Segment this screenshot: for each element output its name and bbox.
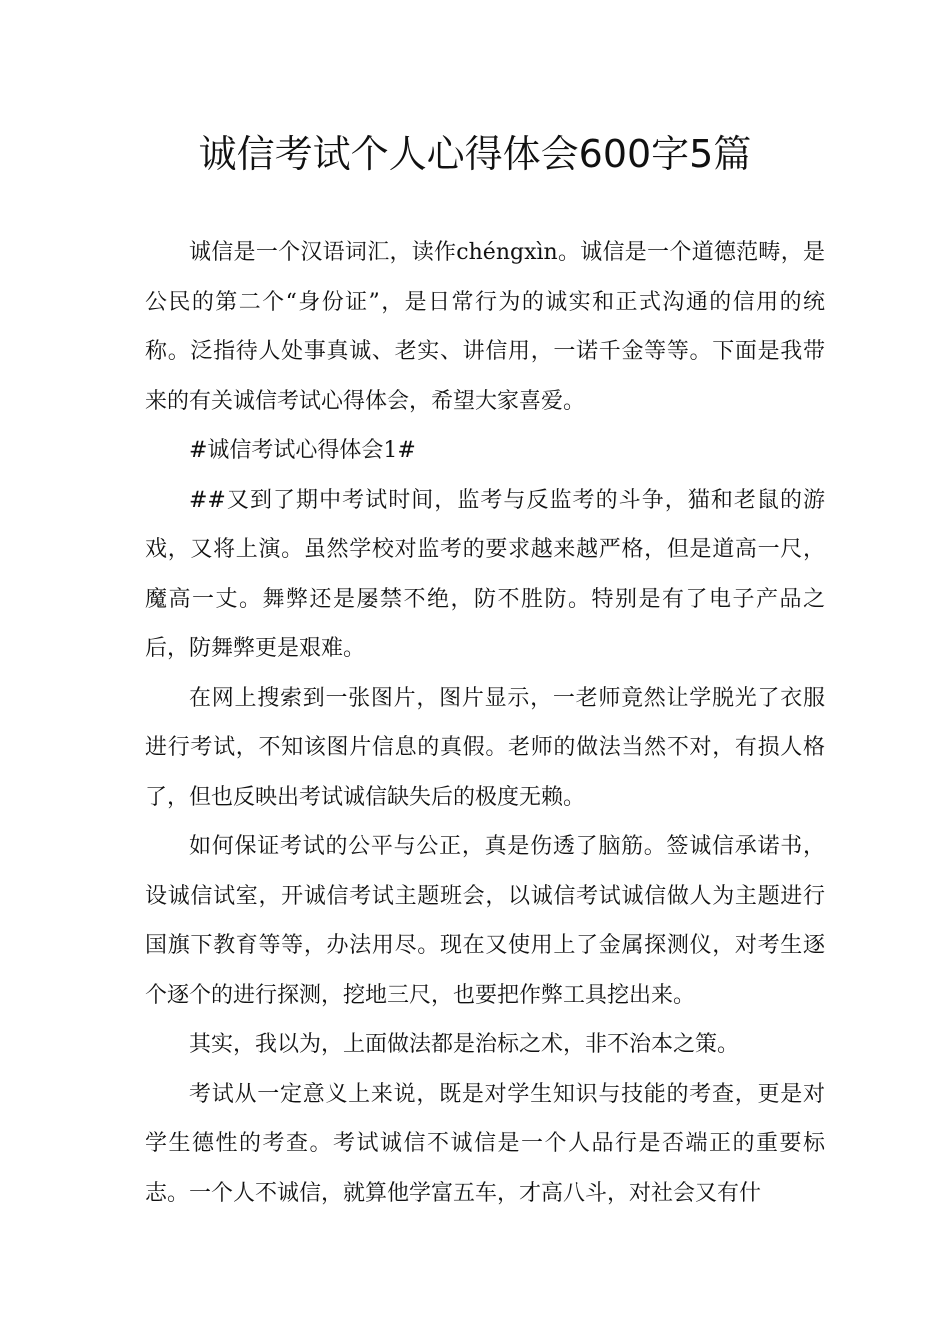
section-heading-1: #诚信考试心得体会1#: [189, 438, 416, 463]
document-body: [145, 228, 825, 1218]
paragraph-opinion: 其实，我以为，上面做法都是治标之术，非不治本之策。: [189, 1032, 740, 1057]
document-title: 诚信考试个人心得体会600字5篇: [198, 132, 752, 176]
paragraph-exam-meaning: 考试从一定意义上来说，既是对学生知识与技能的考查，更是对学生德性的考查。考试诚信不诚信是一个人品行是否端正的重要标志。一个人不诚信，就算他学富五车，才高八斗，对社会又有什: [145, 1081, 825, 1206]
paragraph-intro: 诚信是一个汉语词汇，读作chéngxìn。诚信是一个道德范畴，是公民的第二个“身份证”，是日常行为的诚实和正式沟通的信用的统称。泛指待人处事真诚、老实、讲信用，一诺千金等等。下面是我带来的有关诚信考试心得体会，希望大家喜爱。: [145, 240, 825, 414]
paragraph-online-image: 在网上搜索到一张图片，图片显示，一老师竟然让学脱光了衣服进行考试，不知该图片信息的真假。老师的做法当然不对，有损人格了，但也反映出考试诚信缺失后的极度无赖。: [145, 685, 825, 810]
paragraph-fairness: 如何保证考试的公平与公正，真是伤透了脑筋。签诚信承诺书，设诚信试室，开诚信考试主题班会，以诚信考试诚信做人为主题进行国旗下教育等等，办法用尽。现在又使用上了金属探测仪，对考生逐个逐个的进行探测，挖地三尺，也要把作弊工具挖出来。: [145, 834, 825, 1008]
paragraph-exam-time: ##又到了期中考试时间，监考与反监考的斗争，猫和老鼠的游戏，又将上演。虽然学校对监考的要求越来越严格，但是道高一尺，魔高一丈。舞弊还是屡禁不绝，防不胜防。特别是有了电子产品之后，防舞弊更是艰难。: [145, 487, 825, 661]
